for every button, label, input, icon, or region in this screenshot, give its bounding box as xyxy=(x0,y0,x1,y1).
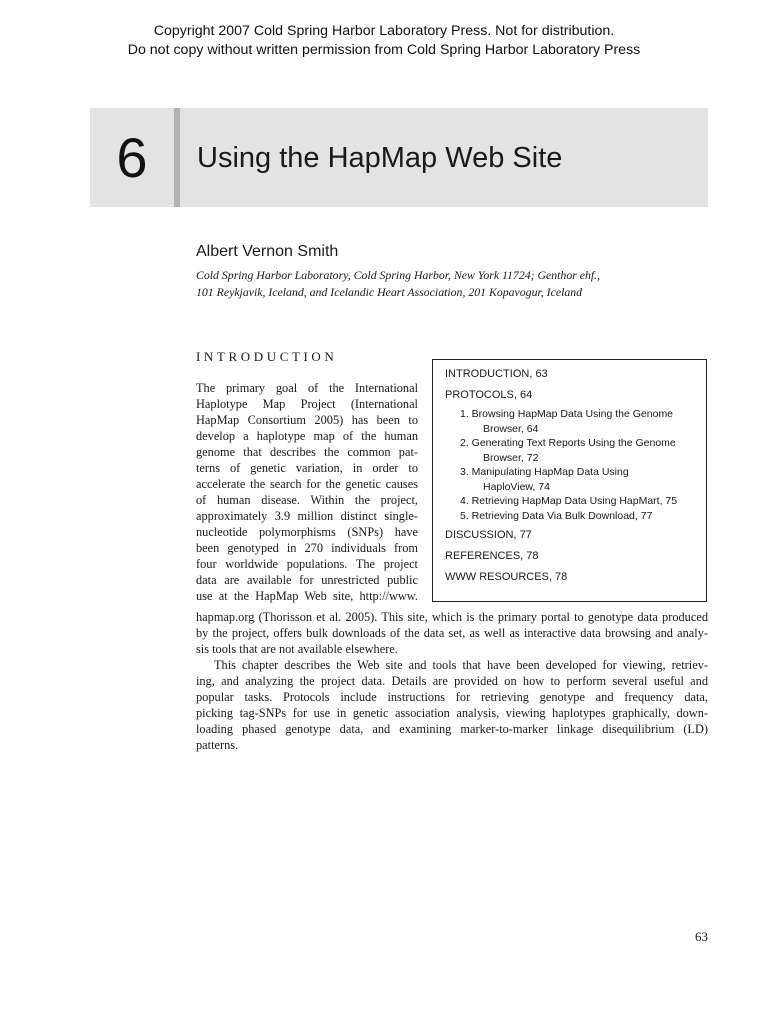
toc-introduction: INTRODUCTION, 63 xyxy=(445,368,548,380)
text-line: by the project, offers bulk downloads of the data set, as well as interactive data browsing and analy- xyxy=(196,626,708,640)
page-number: 63 xyxy=(695,929,708,944)
affiliation-line: 101 Reykjavik, Iceland, and Icelandic Heart Association, 201 Kopavogur, Iceland xyxy=(196,285,583,299)
text-line: use at the HapMap Web site, http://www. xyxy=(196,589,418,603)
chapter-title: Using the HapMap Web Site xyxy=(197,142,563,174)
section-heading: INTRODUCTION xyxy=(196,349,338,364)
text-line: patterns. xyxy=(196,738,239,752)
text-line: popular tasks. Protocols include instructions for retrieving genotype and frequency data, xyxy=(196,690,708,704)
chapter-divider xyxy=(174,108,180,207)
affiliation-line: Cold Spring Harbor Laboratory, Cold Spring Harbor, New York 11724; Genthor ehf., xyxy=(196,268,601,282)
toc-protocol-item: 1. Browsing HapMap Data Using the Genome xyxy=(460,408,674,420)
chapter-number: 6 xyxy=(116,126,148,189)
text-line: HapMap Consortium 2005) has been to xyxy=(196,413,418,427)
author-affiliation xyxy=(196,267,666,301)
intro-paragraph-wide xyxy=(196,609,708,753)
toc-references: REFERENCES, 78 xyxy=(445,550,539,562)
text-line: This chapter describes the Web site and tools that have been developed for viewing, retriev- xyxy=(214,658,708,672)
toc-protocol-item: 5. Retrieving Data Via Bulk Download, 77 xyxy=(460,509,653,522)
text-line: been genotyped in 270 individuals from xyxy=(196,541,418,555)
text-line: approximately 3.9 million distinct single- xyxy=(196,509,418,523)
author-name: Albert Vernon Smith xyxy=(196,243,339,260)
text-line: ing, and analyzing the project data. Details are provided on how to perform several useful and xyxy=(196,674,708,688)
toc-protocols: PROTOCOLS, 64 xyxy=(445,389,533,401)
copyright-line: Copyright 2007 Cold Spring Harbor Laboratory Press. Not for distribution. xyxy=(153,23,615,39)
text-line: data are available for unrestricted public xyxy=(196,573,418,587)
copyright-line: Do not copy without written permission from Cold Spring Harbor Laboratory Press xyxy=(127,42,641,58)
toc-protocol-item-cont: Browser, 72 xyxy=(483,451,539,464)
text-line: sis tools that are not available elsewhere. xyxy=(196,642,398,656)
toc-protocol-item: 4. Retrieving HapMap Data Using HapMart, 75 xyxy=(460,495,678,507)
text-line: Haplotype Map Project (International xyxy=(196,397,418,411)
toc-www-resources: WWW RESOURCES, 78 xyxy=(445,571,568,583)
toc-protocol-item-cont: Browser, 64 xyxy=(483,422,539,435)
toc-protocol-item-cont: HaploView, 74 xyxy=(483,480,550,493)
text-line: picking tag-SNPs for use in genetic association analysis, viewing haplotypes graphically, down- xyxy=(196,706,708,720)
text-line: nucleotide polymorphisms (SNPs) have xyxy=(196,525,418,539)
text-line: develop a haplotype map of the human xyxy=(196,429,418,443)
text-line: terns of genetic variation, in order to xyxy=(196,461,418,475)
text-line: four worldwide populations. The project xyxy=(196,557,418,571)
toc-protocol-item: 2. Generating Text Reports Using the Genome xyxy=(460,437,676,449)
table-of-contents xyxy=(432,359,707,602)
text-line: of human disease. Within the project, xyxy=(196,493,418,507)
text-line: genome that describes the common pat- xyxy=(196,445,418,459)
text-line: hapmap.org (Thorisson et al. 2005). This site, which is the primary portal to genotype data produced xyxy=(196,610,708,624)
copyright-notice xyxy=(0,22,768,60)
text-line: loading phased genotype data, and examining marker-to-marker linkage disequilibrium (LD) xyxy=(196,722,708,736)
toc-protocol-item: 3. Manipulating HapMap Data Using xyxy=(460,466,629,478)
text-line: accelerate the search for the genetic causes xyxy=(196,477,418,491)
intro-paragraph-narrow xyxy=(196,380,418,604)
text-line: The primary goal of the International xyxy=(196,381,418,395)
toc-discussion: DISCUSSION, 77 xyxy=(445,529,532,541)
